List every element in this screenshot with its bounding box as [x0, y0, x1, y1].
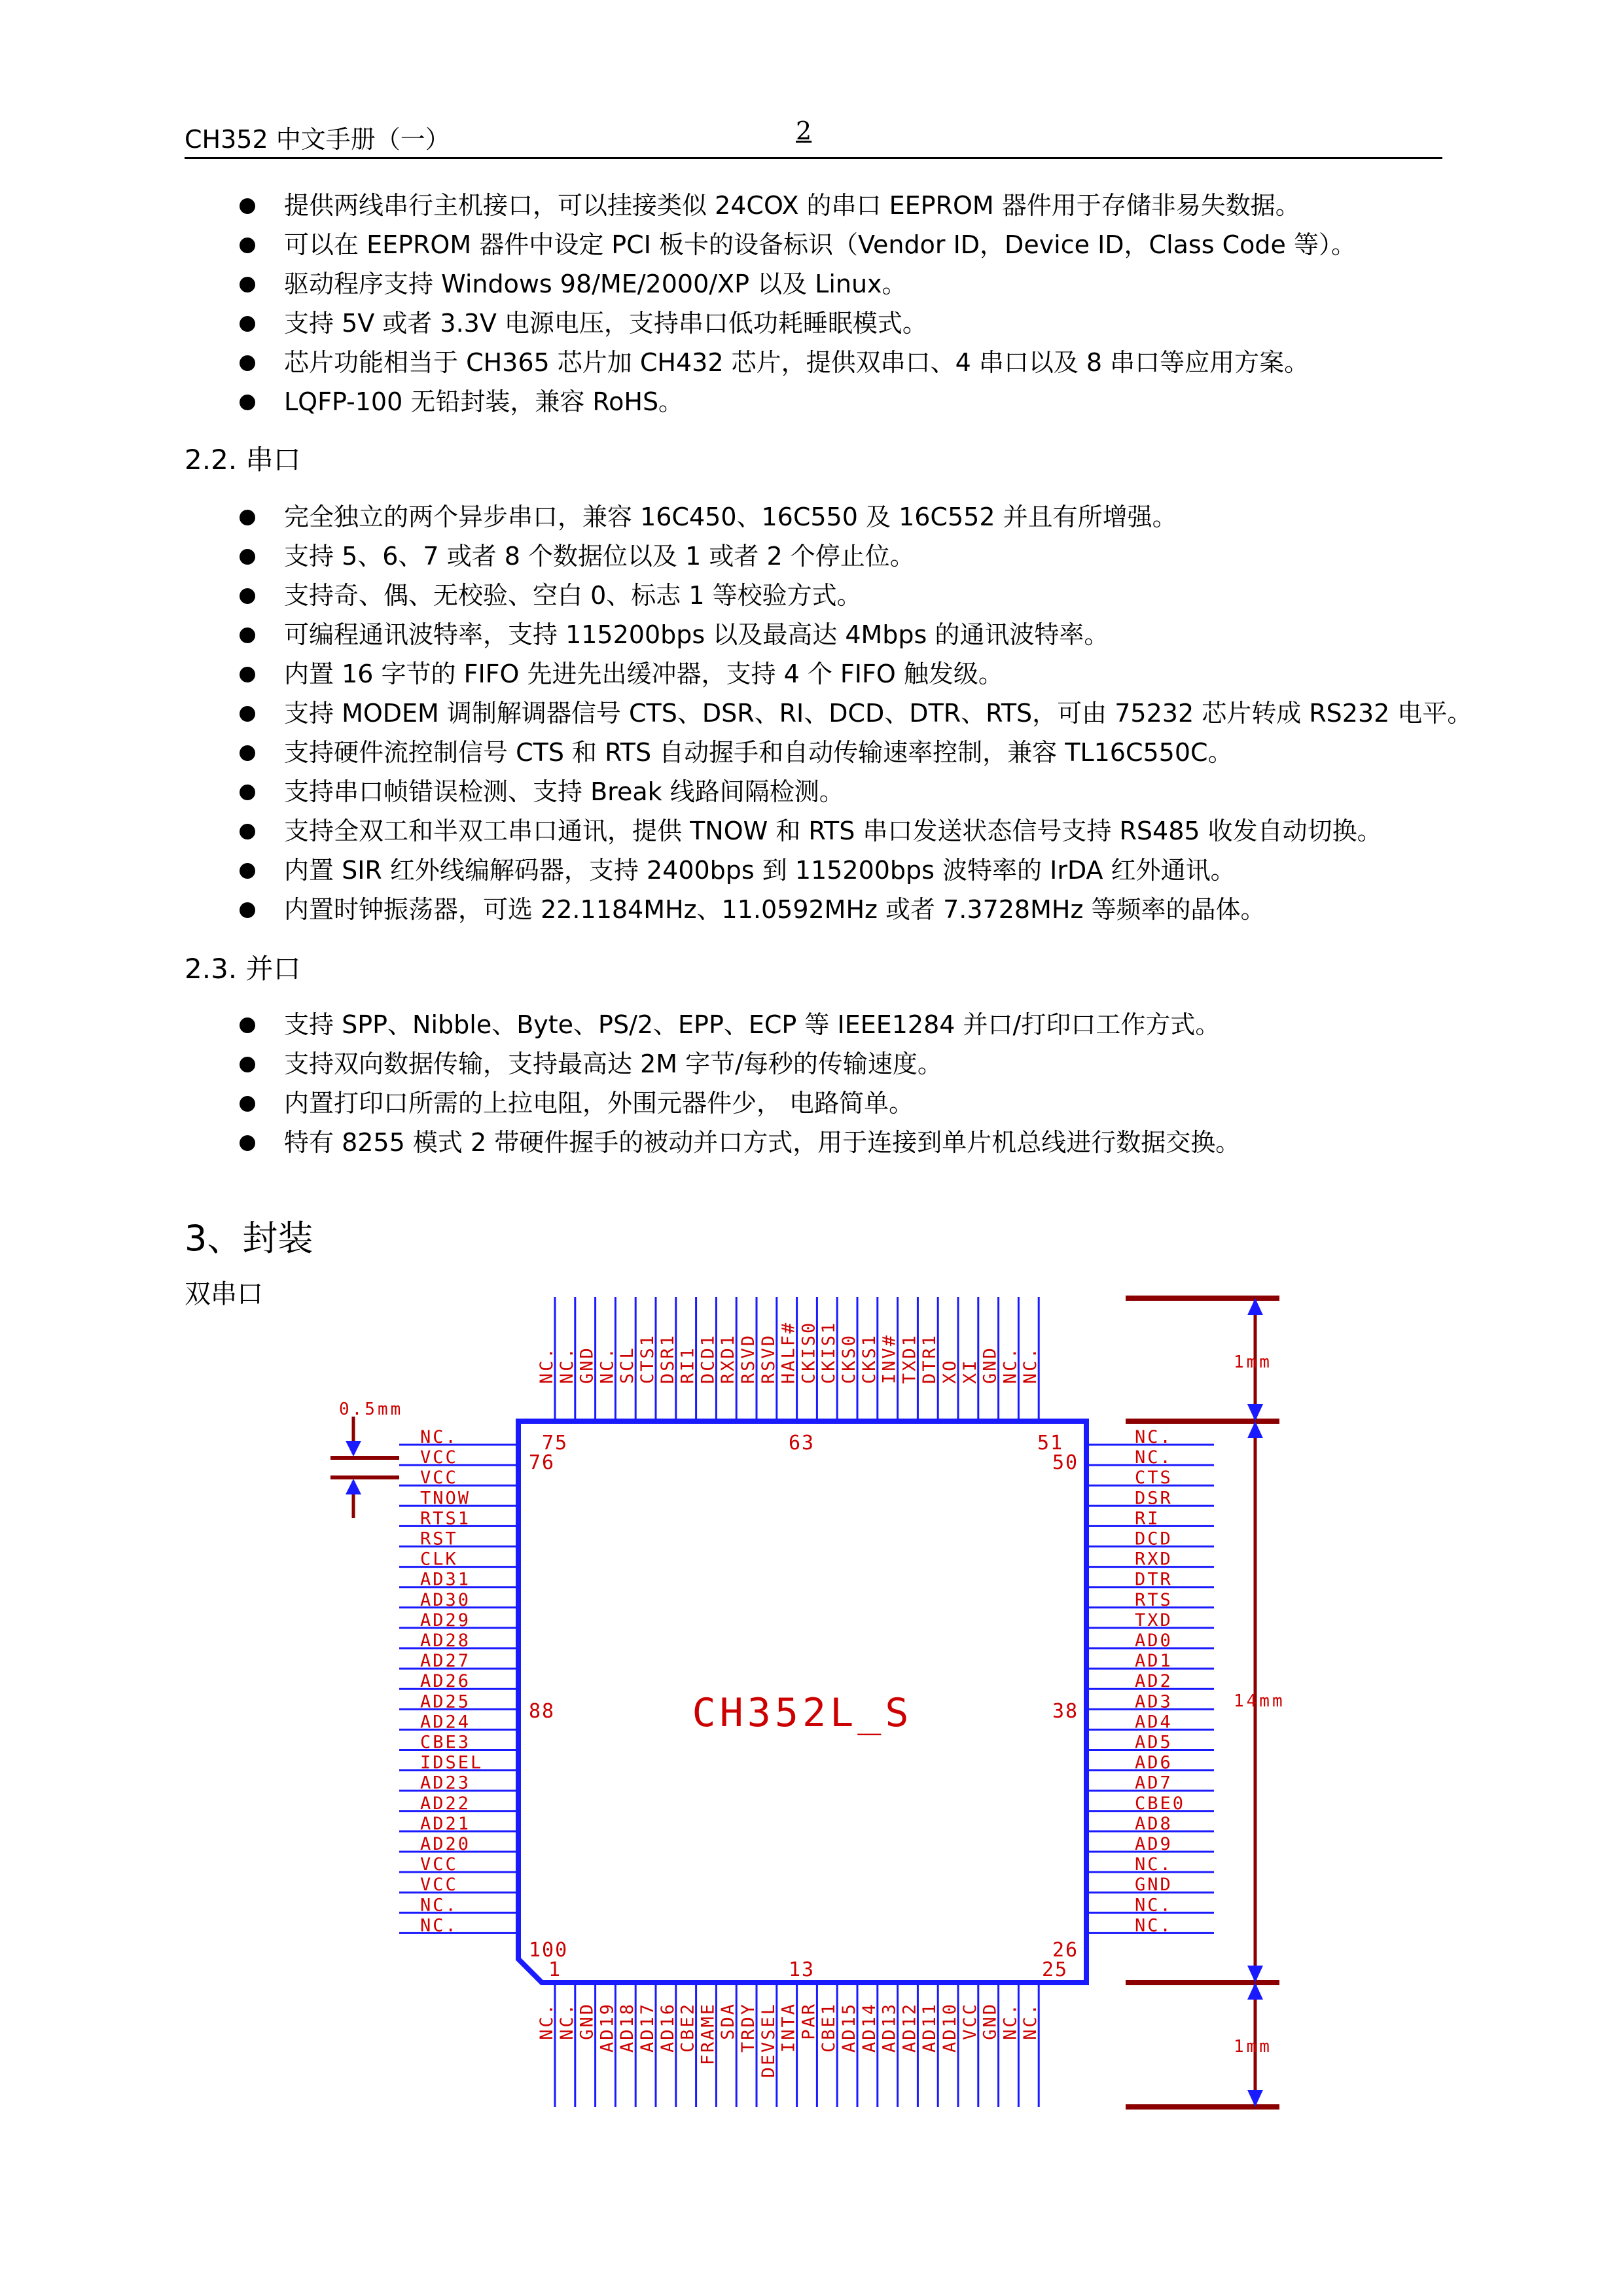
dimension-label-bottom: 1mm	[1234, 2037, 1272, 2057]
page-number: 2	[796, 116, 812, 145]
pin-label-left: AD30	[420, 1589, 471, 1610]
chip-name: CH352L_S	[692, 1690, 913, 1736]
list-item-text: 提供两线串行主机接口，可以挂接类似 24COX 的串口 EEPROM 器件用于存储非易失数据。	[284, 191, 1300, 220]
bullet-icon	[240, 745, 255, 761]
pin-label-bottom: AD11	[919, 2002, 940, 2053]
pin-label-bottom: AD10	[940, 2002, 960, 2053]
bullet-icon	[240, 510, 255, 525]
list-item-text: 内置打印口所需的上拉电阻，外围元器件少， 电路简单。	[284, 1089, 914, 1118]
pin-number: 88	[529, 1700, 556, 1723]
pin-label-top: NC.	[1020, 1346, 1041, 1384]
pin-label-right: AD8	[1135, 1813, 1173, 1834]
pin-label-top: NC.	[1000, 1346, 1021, 1384]
pin-label-bottom: DEVSEL	[758, 2002, 779, 2078]
list-item-text: 支持 5、6、7 或者 8 个数据位以及 1 或者 2 个停止位。	[284, 542, 915, 571]
pin-number: 75	[542, 1432, 569, 1455]
section-heading-parallel: 2.3. 并口	[185, 953, 301, 985]
pin-label-bottom: NC.	[1000, 2002, 1021, 2040]
pin-label-top: RSVD	[738, 1333, 758, 1384]
pin-label-right: NC.	[1135, 1854, 1173, 1875]
pin-label-left: AD29	[420, 1610, 471, 1631]
pin-label-bottom: AD14	[859, 2002, 880, 2053]
pin-label-left: AD22	[420, 1793, 471, 1814]
pin-label-left: AD28	[420, 1631, 471, 1651]
list-item-text: 支持双向数据传输，支持最高达 2M 字节/每秒的传输速度。	[284, 1050, 942, 1078]
pin-label-right: AD3	[1135, 1691, 1173, 1712]
pin-label-right: RTS	[1135, 1589, 1173, 1610]
pin-label-top: DCD1	[698, 1333, 719, 1384]
bullet-icon	[240, 1135, 255, 1151]
pin-label-bottom: AD16	[657, 2002, 678, 2053]
bullet-icon	[240, 395, 255, 410]
pin-label-bottom: CBE1	[819, 2002, 840, 2053]
pin-label-top: DSR1	[657, 1333, 678, 1384]
list-item	[185, 811, 1480, 851]
list-item	[185, 576, 1480, 615]
pin-label-bottom: CBE2	[677, 2002, 698, 2053]
pin-label-left: RST	[420, 1528, 458, 1549]
list-item	[185, 1123, 1480, 1162]
pin-label-left: AD23	[420, 1773, 471, 1793]
pin-number: 76	[529, 1451, 556, 1474]
pin-label-top: XI	[959, 1358, 980, 1384]
pin-label-left: IDSEL	[420, 1752, 484, 1773]
pin-label-right: RI	[1135, 1508, 1160, 1529]
section-heading-package: 3、封装	[185, 1218, 313, 1259]
pin-label-right: DCD	[1135, 1528, 1173, 1549]
pin-label-bottom: NC.	[537, 2002, 557, 2040]
bullet-icon	[240, 238, 255, 253]
list-item-text: 支持全双工和半双工串口通讯，提供 TNOW 和 RTS 串口发送状态信号支持 RS485 收发自动切换。	[284, 817, 1382, 845]
pin-label-bottom: INTA	[778, 2002, 799, 2053]
list-item-text: 可编程通讯波特率，支持 115200bps 以及最高达 4Mbps 的通讯波特率。	[284, 620, 1109, 649]
bullet-icon	[240, 824, 255, 839]
list-item-text: 支持 SPP、Nibble、Byte、PS/2、EPP、ECP 等 IEEE1284 并口/打印口工作方式。	[284, 1010, 1221, 1039]
bullet-icon	[240, 667, 255, 682]
list-item	[185, 772, 1480, 811]
pin-label-left: AD21	[420, 1813, 471, 1834]
pin-label-top: CKIS1	[819, 1320, 840, 1384]
pin-label-top: RSVD	[758, 1333, 779, 1384]
pin-label-top: NC.	[597, 1346, 618, 1384]
dimension-label-body: 14mm	[1234, 1691, 1285, 1711]
pin-label-top: HALF#	[778, 1320, 799, 1384]
pin-label-bottom: VCC	[959, 2002, 980, 2040]
pin-label-right: NC.	[1135, 1915, 1173, 1936]
list-item-text: 支持硬件流控制信号 CTS 和 RTS 自动握手和自动传输速率控制，兼容 TL16C550C。	[284, 738, 1233, 767]
section-heading-serial: 2.2. 串口	[185, 444, 301, 476]
pin-label-left: AD26	[420, 1671, 471, 1692]
pin-label-top: TXD1	[899, 1333, 920, 1384]
list-item-text: 完全独立的两个异步串口，兼容 16C450、16C550 及 16C552 并且有所增强。	[284, 503, 1177, 531]
pin-label-top: XO	[940, 1358, 960, 1384]
pin-number: 100	[529, 1939, 569, 1962]
list-item	[185, 1084, 1480, 1123]
pin-label-right: AD7	[1135, 1773, 1173, 1793]
pin-label-right: NC.	[1135, 1895, 1173, 1916]
list-item-text: 特有 8255 模式 2 带硬件握手的被动并口方式，用于连接到单片机总线进行数据交换。	[284, 1128, 1241, 1157]
list-item	[185, 304, 1480, 343]
pin-label-left: AD27	[420, 1651, 471, 1672]
list-item	[185, 694, 1480, 733]
bullet-icon	[240, 627, 255, 643]
pin-label-bottom: AD12	[899, 2002, 920, 2053]
page-header	[185, 116, 1442, 159]
pin-label-bottom: SDA	[718, 2002, 739, 2040]
pin-label-bottom: AD18	[617, 2002, 638, 2053]
pin-label-top: INV#	[879, 1333, 900, 1384]
pin-label-bottom: AD15	[839, 2002, 859, 2053]
pin-label-right: AD9	[1135, 1834, 1173, 1854]
bullet-icon	[240, 785, 255, 800]
list-item	[185, 382, 1480, 421]
pin-label-left: AD31	[420, 1569, 471, 1590]
bullet-icon	[240, 549, 255, 565]
list-item	[185, 615, 1480, 654]
pin-label-left: AD25	[420, 1691, 471, 1712]
pin-number: 63	[789, 1432, 815, 1455]
pin-label-right: AD2	[1135, 1671, 1173, 1692]
pin-label-left: NC.	[420, 1895, 458, 1916]
pin-label-top: CTS1	[637, 1333, 658, 1384]
list-item	[185, 654, 1480, 694]
package-subtitle: 双串口	[185, 1279, 263, 1309]
list-item	[185, 890, 1480, 929]
list-item	[185, 1005, 1480, 1044]
pin-label-top: CKIS0	[798, 1320, 819, 1384]
list-item	[185, 851, 1480, 890]
pin-label-top: CKS0	[839, 1333, 859, 1384]
bullet-icon	[240, 198, 255, 214]
bullet-icon	[240, 863, 255, 879]
pin-label-right: CTS	[1135, 1468, 1173, 1489]
pin-label-left: NC.	[420, 1427, 458, 1447]
bullet-icon	[240, 1017, 255, 1033]
pin-label-bottom: TRDY	[738, 2002, 758, 2053]
pin-label-bottom: AD19	[597, 2002, 618, 2053]
header-title: CH352 中文手册（一）	[185, 125, 450, 154]
list-item-text: 内置 16 字节的 FIFO 先进先出缓冲器，支持 4 个 FIFO 触发级。	[284, 660, 1003, 688]
pin-label-bottom: PAR	[798, 2002, 819, 2040]
pin-label-bottom: GND	[577, 2002, 597, 2040]
list-item-text: 内置时钟振荡器，可选 22.1184MHz、11.0592MHz 或者 7.3728MHz 等频率的晶体。	[284, 895, 1266, 924]
pin-label-top: DTR1	[919, 1333, 940, 1384]
pin-label-right: DTR	[1135, 1569, 1173, 1590]
list-item-text: 驱动程序支持 Windows 98/ME/2000/XP 以及 Linux。	[284, 270, 907, 298]
pin-label-top: SCL	[617, 1346, 638, 1384]
pin-label-left: AD24	[420, 1712, 471, 1733]
pin-number: 1	[548, 1958, 562, 1981]
list-item-text: 可以在 EEPROM 器件中设定 PCI 板卡的设备标识（Vendor ID，Device ID，Class Code 等）。	[284, 230, 1356, 259]
bullet-icon	[240, 1096, 255, 1112]
pin-label-bottom: NC.	[1020, 2002, 1041, 2040]
pin-number: 26	[1052, 1939, 1079, 1962]
pin-label-bottom: NC.	[556, 2002, 577, 2040]
dimension-label-pitch: 0.5mm	[339, 1400, 404, 1419]
bullet-icon	[240, 277, 255, 292]
pin-label-bottom: AD13	[879, 2002, 900, 2053]
list-item-text: 内置 SIR 红外线编解码器，支持 2400bps 到 115200bps 波特率的 IrDA 红外通讯。	[284, 856, 1236, 885]
pin-number: 50	[1052, 1451, 1079, 1474]
pin-label-top: RXD1	[718, 1333, 739, 1384]
pin-label-left: CBE3	[420, 1732, 471, 1753]
pin-label-top: GND	[980, 1346, 1001, 1384]
list-item-text: 支持 MODEM 调制解调器信号 CTS、DSR、RI、DCD、DTR、RTS，可由 75232 芯片转成 RS232 电平。	[284, 699, 1472, 728]
pin-label-left: VCC	[420, 1468, 458, 1489]
list-item	[185, 264, 1480, 304]
pin-label-left: CLK	[420, 1549, 458, 1570]
pin-label-top: GND	[577, 1346, 597, 1384]
list-item	[185, 343, 1480, 382]
list-item	[185, 1044, 1480, 1084]
pin-label-bottom: FRAME	[698, 2002, 719, 2066]
bullet-icon	[240, 902, 255, 918]
list-item	[185, 225, 1480, 264]
pin-label-right: TXD	[1135, 1610, 1173, 1631]
pin-label-right: RXD	[1135, 1549, 1173, 1570]
pin-label-bottom: AD17	[637, 2002, 658, 2053]
pin-number: 25	[1042, 1958, 1069, 1981]
list-item-text: 支持奇、偶、无校验、空白 0、标志 1 等校验方式。	[284, 581, 862, 610]
list-item	[185, 733, 1480, 772]
list-item-text: 支持 5V 或者 3.3V 电源电压，支持串口低功耗睡眠模式。	[284, 309, 927, 338]
pin-label-right: AD4	[1135, 1712, 1173, 1733]
feature-list-general	[185, 186, 1480, 421]
pin-label-right: NC.	[1135, 1447, 1173, 1468]
list-item	[185, 497, 1480, 537]
dimension-label-top: 1mm	[1234, 1352, 1272, 1372]
dimension-arrow-icon	[346, 1479, 361, 1494]
pin-label-left: TNOW	[420, 1488, 471, 1509]
pin-label-bottom: GND	[980, 2002, 1001, 2040]
pin-label-right: GND	[1135, 1875, 1173, 1896]
pin-number: 13	[789, 1958, 815, 1981]
pin-label-left: AD20	[420, 1834, 471, 1854]
pin-label-top: NC.	[537, 1346, 557, 1384]
feature-list-parallel	[185, 1005, 1480, 1162]
bullet-icon	[240, 355, 255, 371]
package-pinout-diagram	[0, 1243, 1623, 2159]
list-item	[185, 186, 1480, 225]
pin-label-right: AD6	[1135, 1752, 1173, 1773]
list-item-text: LQFP-100 无铅封装，兼容 RoHS。	[284, 387, 684, 416]
list-item-text: 芯片功能相当于 CH365 芯片加 CH432 芯片，提供双串口、4 串口以及 8 串口等应用方案。	[284, 348, 1310, 377]
pin-label-top: RI1	[677, 1346, 698, 1384]
bullet-icon	[240, 1057, 255, 1072]
pin-label-left: NC.	[420, 1915, 458, 1936]
pin-label-right: AD5	[1135, 1732, 1173, 1753]
pin-label-right: AD1	[1135, 1651, 1173, 1672]
list-item-text: 支持串口帧错误检测、支持 Break 线路间隔检测。	[284, 777, 844, 806]
pin-label-right: DSR	[1135, 1488, 1173, 1509]
pin-label-top: CKS1	[859, 1333, 880, 1384]
bullet-icon	[240, 316, 255, 332]
dimension-arrow-icon	[346, 1441, 361, 1457]
pin-label-right: NC.	[1135, 1427, 1173, 1447]
bullet-icon	[240, 588, 255, 604]
pin-label-left: VCC	[420, 1875, 458, 1896]
list-item	[185, 537, 1480, 576]
pin-label-left: RTS1	[420, 1508, 471, 1529]
pin-label-top: NC.	[556, 1346, 577, 1384]
pin-label-right: CBE0	[1135, 1793, 1186, 1814]
pin-label-left: VCC	[420, 1447, 458, 1468]
pin-number: 51	[1037, 1432, 1064, 1455]
pin-label-left: VCC	[420, 1854, 458, 1875]
pin-number: 38	[1052, 1700, 1079, 1723]
feature-list-serial	[185, 497, 1480, 929]
bullet-icon	[240, 706, 255, 722]
pin-label-right: AD0	[1135, 1631, 1173, 1651]
